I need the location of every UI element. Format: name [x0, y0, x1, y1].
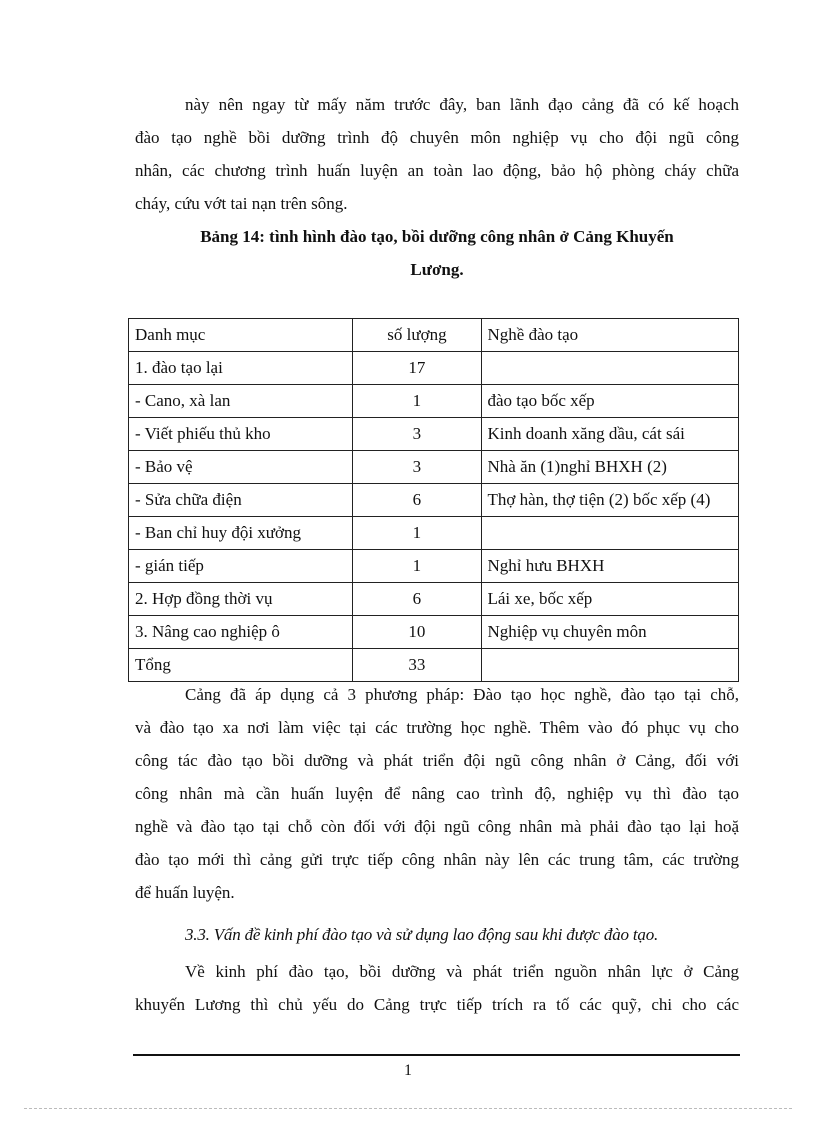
cell-category: - Ban chỉ huy đội xưởng [129, 517, 353, 550]
cell-trade: đào tạo bốc xếp [481, 385, 739, 418]
cell-trade [481, 649, 739, 682]
table-header-row [129, 319, 739, 352]
text-line: và đào tạo xa nơi làm việc tại các trường học nghề. Thêm vào đó phục vụ cho [135, 718, 739, 737]
table-row [129, 451, 739, 484]
cell-quantity: 3 [353, 418, 481, 451]
text-line: cháy, cứu vớt tai nạn trên sông. [135, 194, 348, 213]
cell-quantity: 1 [353, 550, 481, 583]
table-row [129, 550, 739, 583]
text-line: nhân, các chương trình huấn luyện an toàn lao động, bảo hộ phòng cháy chữa [135, 161, 739, 180]
table-row [129, 583, 739, 616]
table-row [129, 385, 739, 418]
header-category: Danh mục [129, 319, 353, 352]
cell-quantity: 10 [353, 616, 481, 649]
cell-category: - Sửa chữa điện [129, 484, 353, 517]
table-row [129, 418, 739, 451]
table-row [129, 517, 739, 550]
text-line: Cảng đã áp dụng cả 3 phương pháp: Đào tạo học nghề, đào tạo tại chỗ, [185, 685, 739, 704]
cell-category: 2. Hợp đồng thời vụ [129, 583, 353, 616]
table-caption-continued: Lương. [410, 260, 464, 279]
cell-quantity: 6 [353, 583, 481, 616]
table-row [129, 484, 739, 517]
section-heading: 3.3. Vấn đề kinh phí đào tạo và sử dụng lao động sau khi được đào tạo. [185, 925, 659, 944]
table-caption: Bảng 14: tình hình đào tạo, bồi dưỡng công nhân ở Cảng Khuyến [200, 227, 674, 246]
cell-quantity: 33 [353, 649, 481, 682]
paragraph-intro [135, 88, 739, 220]
text-line: đào tạo nghề bồi dưỡng trình độ chuyên môn nghiệp vụ cho đội ngũ công [135, 128, 739, 147]
cell-trade: Nghỉ hưu BHXH [481, 550, 739, 583]
footer-divider [133, 1054, 740, 1056]
text-line: Về kinh phí đào tạo, bồi dưỡng và phát triển nguồn nhân lực ở Cảng [185, 962, 739, 981]
cell-category: - Viết phiếu thủ kho [129, 418, 353, 451]
text-line: nghề và đào tạo tại chỗ còn đối với đội ngũ công nhân mà phải đào tạo lại hoặ [135, 817, 739, 836]
cell-category: 3. Nâng cao nghiệp ô [129, 616, 353, 649]
training-table [128, 318, 739, 682]
cell-category: - gián tiếp [129, 550, 353, 583]
cell-quantity: 1 [353, 517, 481, 550]
cell-trade: Nhà ăn (1)nghỉ BHXH (2) [481, 451, 739, 484]
table-row [129, 352, 739, 385]
text-line: này nên ngay từ mấy năm trước đây, ban lãnh đạo cảng đã có kế hoạch [185, 95, 739, 114]
header-trade: Nghề đào tạo [481, 319, 739, 352]
paragraph-methods [135, 678, 739, 909]
table-total-row [129, 649, 739, 682]
cell-trade: Thợ hàn, thợ tiện (2) bốc xếp (4) [481, 484, 739, 517]
cell-trade [481, 517, 739, 550]
page-break-line [24, 1108, 792, 1109]
table-row [129, 616, 739, 649]
cell-trade: Kinh doanh xăng dầu, cát sái [481, 418, 739, 451]
cell-category: - Cano, xà lan [129, 385, 353, 418]
text-line: để huấn luyện. [135, 883, 235, 902]
cell-quantity: 3 [353, 451, 481, 484]
text-line: công tác đào tạo bồi dưỡng và phát triển đội ngũ công nhân ở Cảng, đối với [135, 751, 739, 770]
header-quantity: số lượng [353, 319, 481, 352]
cell-quantity: 1 [353, 385, 481, 418]
cell-quantity: 17 [353, 352, 481, 385]
cell-trade: Nghiệp vụ chuyên môn [481, 616, 739, 649]
cell-trade [481, 352, 739, 385]
cell-category: - Bảo vệ [129, 451, 353, 484]
paragraph-funding [135, 955, 739, 1021]
page-number: 1 [404, 1062, 412, 1079]
cell-category: Tổng [129, 649, 353, 682]
cell-trade: Lái xe, bốc xếp [481, 583, 739, 616]
text-line: công nhân mà cần huấn luyện để nâng cao trình độ, nghiệp vụ thì đào tạo [135, 784, 739, 803]
text-line: đào tạo mới thì cảng gửi trực tiếp công nhân này lên các trung tâm, các trường [135, 850, 739, 869]
text-line: khuyến Lương thì chủ yếu do Cảng trực tiếp trích ra tố các quỹ, chi cho các [135, 995, 739, 1014]
cell-category: 1. đào tạo lại [129, 352, 353, 385]
cell-quantity: 6 [353, 484, 481, 517]
